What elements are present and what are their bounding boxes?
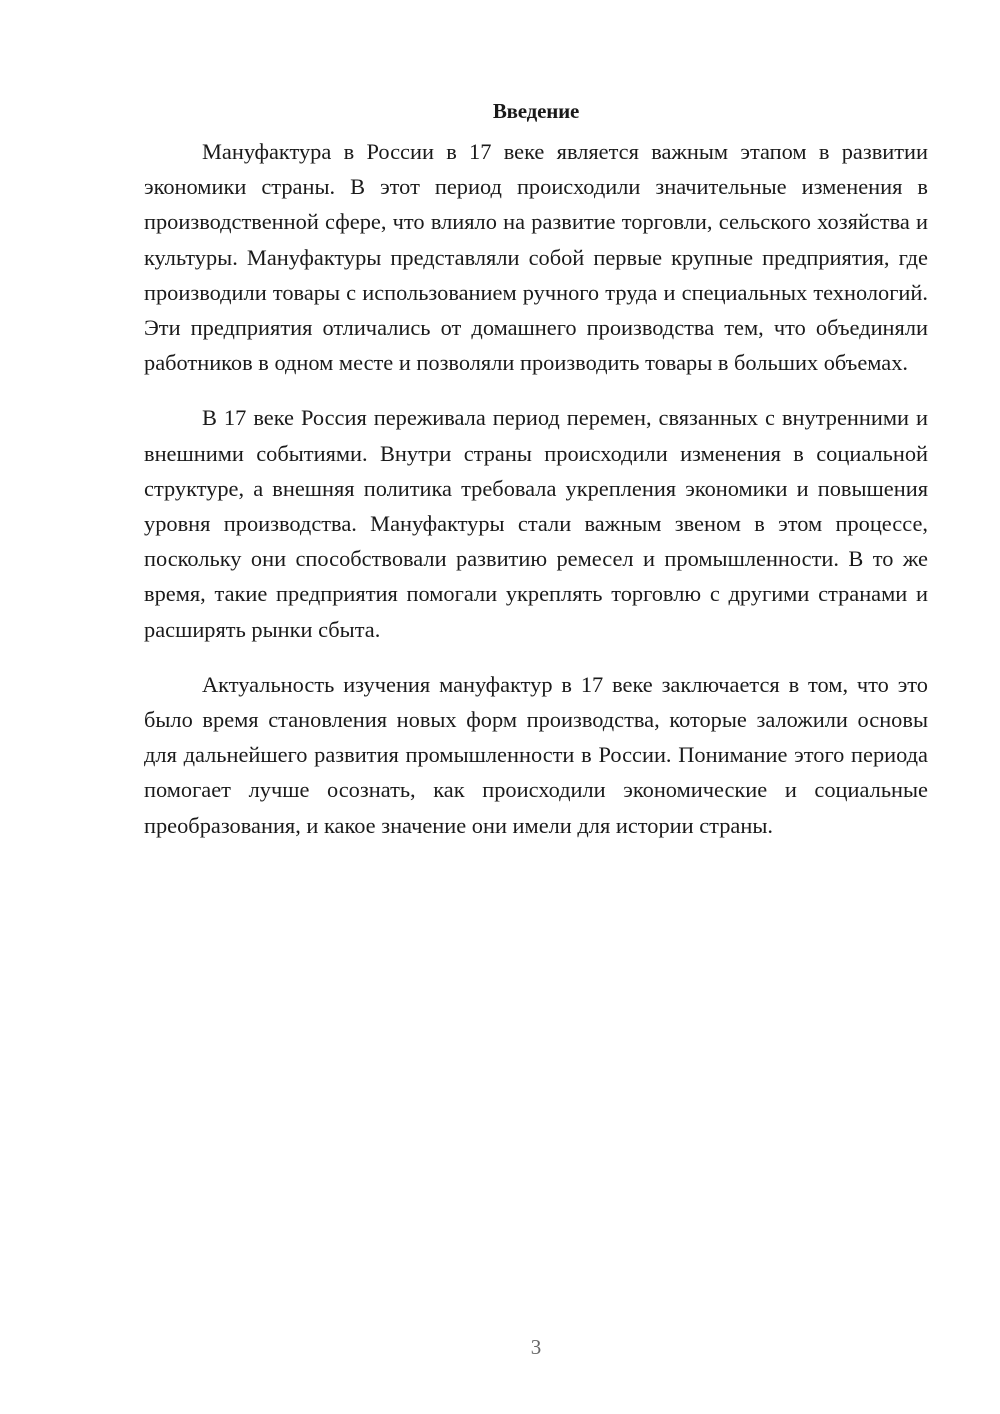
page-number: 3 [530, 1335, 542, 1359]
paragraph-3: Актуальность изучения мануфактур в 17 веке заключается в том, что это было время становления новых форм производства, которые заложили основы для дальнейшего развития промышленности в России. Понимание этого периода помогает лучше осознать, как происходили экономические и социальные преобразования, и какое значение они имели для истории страны. [144, 671, 928, 838]
section-heading: Введение [492, 99, 580, 123]
paragraph-1: Мануфактура в России в 17 веке является важным этапом в развитии экономики страны. В этот период происходили значительные изменения в производственной сфере, что влияло на развитие торговли, сельского хозяйства и культуры. Мануфактуры представляли собой первые крупные предприятия, где производили товары с использованием ручного труда и специальных технологий. Эти предприятия отличались от домашнего производства тем, что объединяли работников в одном месте и позволяли производить товары в больших объемах. [144, 139, 928, 376]
paragraph-2: В 17 веке Россия переживала период перемен, связанных с внутренними и внешними событиями. Внутри страны происходили изменения в социальной структуре, а внешняя политика требовала укрепления экономики и повышения уровня производства. Мануфактуры стали важным звеном в этом процессе, поскольку они способствовали развитию ремесел и промышленности. В то же время, такие предприятия помогали укреплять торговлю с другими странами и расширять рынки сбыта. [144, 405, 928, 642]
page-content [144, 94, 928, 863]
